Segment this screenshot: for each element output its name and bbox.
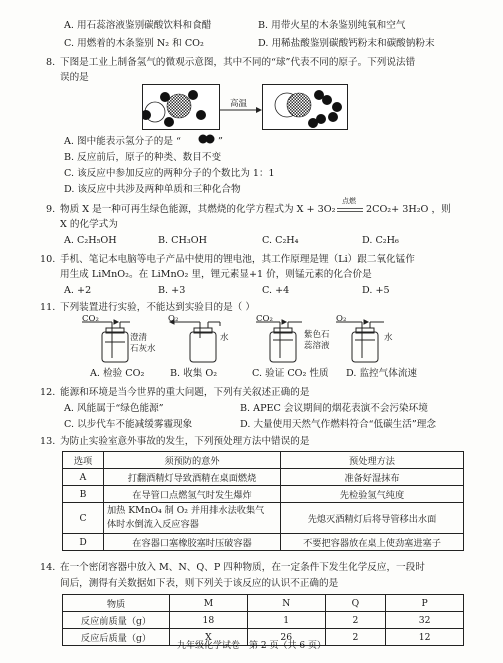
q12-stem-line1: 能源和环境是当今世界的重大问题，下列有关叙述正确的是: [60, 387, 310, 398]
q9-option-d: D. C₂H₆: [362, 235, 399, 246]
q13-table: [62, 451, 464, 551]
q8-option-b: B. 反应前后，原子的种类、数目不变: [64, 152, 222, 163]
q11-option-b: B. 收集 O₂: [170, 368, 218, 379]
hydrogen-molecule-icon: [198, 133, 216, 145]
table-cell: 准备好湿抹布: [281, 469, 464, 486]
q8-stem-line2: 误的是: [60, 72, 89, 83]
table-cell: 物质: [63, 595, 170, 612]
q11-option-a: A. 检验 CO₂: [90, 368, 145, 379]
q13-table-header: [63, 452, 464, 469]
q13-row-c-line2: 体时水倒流入反应容器: [107, 519, 199, 530]
q10-option-b: B. +3: [158, 285, 186, 296]
q12-option-d: D. 大量使用天然气作燃料符合“低碳生活”理念: [240, 419, 436, 430]
q11-apparatus-diagram: [60, 314, 440, 366]
reaction-condition: 高温: [230, 99, 248, 109]
q12-option-a: A. 风能属于“绿色能源”: [64, 403, 164, 414]
reactants-box: [142, 84, 220, 130]
table-cell: 2: [325, 612, 386, 629]
q14-stem-line1: 在一个密闭容器中放入 M、N、Q、P 四种物质，在一定条件下发生化学反应，一段时: [60, 562, 425, 573]
products-molecules: [263, 85, 347, 129]
table-cell: D: [63, 534, 104, 551]
q11-label-co2-a: CO₂: [82, 314, 99, 324]
table-cell: Q: [325, 595, 386, 612]
table-cell: 12: [386, 629, 464, 646]
table-cell: 打翻酒精灯导致酒精在桌面燃烧: [104, 469, 281, 486]
table-cell: 1: [247, 612, 325, 629]
q14-number: 14.: [40, 562, 56, 573]
q9-option-b: B. CH₃OH: [158, 235, 207, 246]
q11-option-c: C. 验证 CO₂ 性质: [252, 368, 329, 379]
table-row: [63, 503, 464, 534]
table-cell: 先熄灭酒精灯后将导管移出水面: [281, 503, 464, 534]
q11-option-d: D. 监控气体流速: [346, 368, 418, 379]
table-cell: 不要把容器放在桌上使劲塞进塞子: [281, 534, 464, 551]
q8-option-a-end: ”: [218, 136, 223, 147]
table-cell: N: [247, 595, 325, 612]
table-cell: A: [63, 469, 104, 486]
q10-option-d: D. +5: [362, 285, 390, 296]
table-cell: 18: [170, 612, 248, 629]
q13-number: 13.: [40, 436, 56, 447]
q9-stem-line1: 物质 X 是一种可再生绿色能源，其燃烧的化学方程式为 X + 3O₂: [60, 204, 336, 215]
q13-header-accident: 须预防的意外: [104, 452, 281, 469]
q11-label-litmus: 紫色石: [304, 330, 330, 340]
table-cell: 在容器口塞橡胶塞时压破容器: [104, 534, 281, 551]
table-cell: 26: [247, 629, 325, 646]
q11-label-o2-d: O₂: [336, 314, 347, 324]
q9-condition: 点燃: [342, 197, 356, 205]
q7-option-c: C. 用燃着的木条鉴别 N₂ 和 CO₂: [64, 38, 204, 49]
q11-label-litmus2: 蕊溶液: [304, 341, 330, 351]
reactants-molecules: [143, 85, 219, 129]
q11-label-o2-b: O₂: [168, 314, 179, 324]
q9-number: 9.: [46, 204, 56, 215]
table-cell: 在导管口点燃氢气时发生爆炸: [104, 486, 281, 503]
q11-label-limewater2: 石灰水: [130, 344, 156, 354]
q9-stem-line2: X 的化学式为: [60, 219, 118, 230]
table-cell: P: [386, 595, 464, 612]
q12-option-c: C. 以步代车不能减缓雾霾现象: [64, 419, 193, 430]
q12-number: 12.: [40, 387, 56, 398]
table-cell: 2: [325, 629, 386, 646]
q8-option-d: D. 该反应中共涉及两种单质和三种化合物: [64, 184, 241, 195]
table-cell: 反应前质量（g）: [63, 612, 170, 629]
products-box: [262, 84, 348, 130]
q8-stem-line1: 下图是工业上制备氢气的微观示意图，其中不同的“球”代表不同的原子。下列说法错: [60, 57, 416, 68]
page-footer: 九年级化学试卷 第 2 页（共 6 页）: [177, 641, 326, 651]
table-row: [63, 612, 464, 629]
q7-option-b: B. 用带火星的木条鉴别纯氧和空气: [258, 20, 406, 31]
q11-label-limewater: 澄清: [130, 333, 148, 343]
q14-table-header: [63, 595, 464, 612]
q13-row-c-line1: 加热 KMnO₄ 制 O₂ 并用排水法收集气: [107, 505, 265, 516]
q11-label-water-d: 水: [384, 333, 393, 343]
q7-option-a: A. 用石蕊溶液鉴别碳酸饮料和食醋: [64, 20, 212, 31]
q11-label-co2-c: CO₂: [256, 314, 273, 324]
q9-option-a: A. C₂H₅OH: [64, 235, 117, 246]
q7-option-d: D. 用稀盐酸鉴别碳酸钙粉末和碳酸钠粉末: [258, 38, 435, 49]
q11-stem-line1: 下列装置进行实验，不能达到实验目的是（ ）: [60, 302, 255, 313]
q8-number: 8.: [46, 57, 56, 68]
q12-option-b: B. APEC 会议期间的烟花表演不会污染环境: [240, 403, 428, 414]
table-cell: 反应后质量（g）: [63, 629, 170, 646]
q9-stem-line1b: 2CO₂+ 3H₂O ，则: [366, 204, 451, 215]
equation-equals-icon: [336, 207, 364, 213]
table-cell: 先检验氢气纯度: [281, 486, 464, 503]
q13-stem-line1: 为防止实验室意外事故的发生，下列预处理方法中错误的是: [60, 436, 310, 447]
q10-option-c: C. +4: [262, 285, 290, 296]
q9-option-c: C. C₂H₄: [262, 235, 299, 246]
q10-option-a: A. +2: [64, 285, 92, 296]
table-cell: 32: [386, 612, 464, 629]
q10-number: 10.: [40, 254, 56, 265]
q14-stem-line2: 间后，测得有关数据如下表，则下列关于该反应的认识不正确的是: [60, 578, 339, 589]
q8-option-a: A. 图中能表示氢分子的是 “: [64, 136, 181, 147]
q13-header-option: 选项: [63, 452, 104, 469]
table-cell: M: [170, 595, 248, 612]
q11-label-water-b: 水: [220, 333, 229, 343]
q10-stem-line2: 用生成 LiMnO₂。在 LiMnO₂ 里，锂元素显+1 价，则锰元素的化合价是: [60, 269, 372, 280]
q11-number: 11.: [40, 302, 56, 313]
table-cell: [104, 503, 281, 534]
table-cell: X: [170, 629, 248, 646]
table-row: [63, 486, 464, 503]
q13-header-method: 预处理方法: [281, 452, 464, 469]
q8-option-c: C. 该反应中参加反应的两种分子的个数比为 1：1: [64, 168, 275, 179]
table-cell: C: [63, 503, 104, 534]
table-row: [63, 469, 464, 486]
table-row: [63, 534, 464, 551]
q10-stem-line1: 手机、笔记本电脑等电子产品中使用的锂电池，其工作原理是锂（Li）跟二氧化锰作: [60, 254, 415, 265]
table-cell: B: [63, 486, 104, 503]
